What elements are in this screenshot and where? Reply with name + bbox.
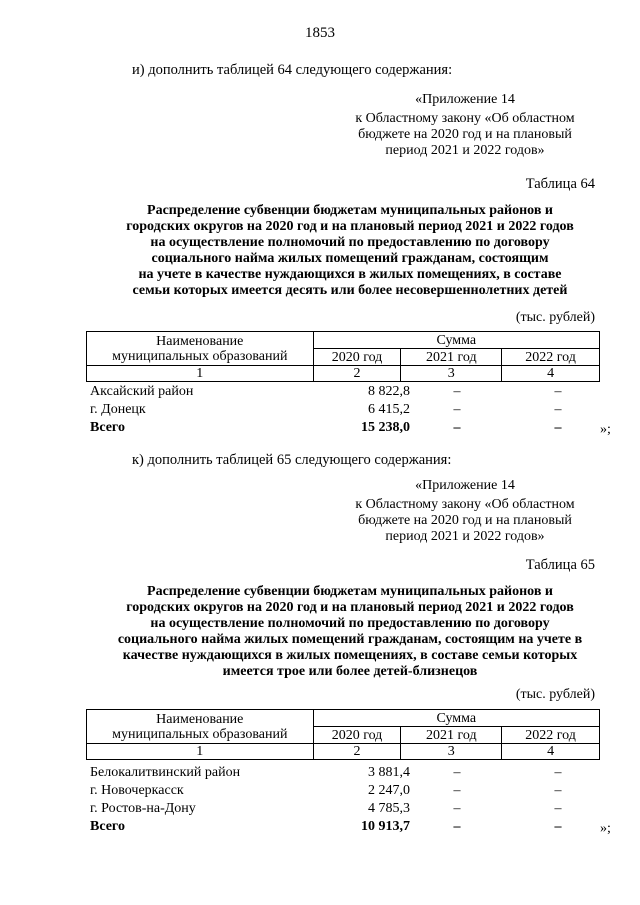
title-line: на осуществление полномочий по предоставлению по договору <box>150 616 550 631</box>
row-value-2021: – <box>453 783 461 798</box>
row-value-2020: 10 913,7 <box>361 819 410 834</box>
units-label-65: (тыс. рублей) <box>515 687 595 702</box>
row-value-2022: – <box>554 420 562 435</box>
column-number: 3 <box>401 744 502 760</box>
table-total-row <box>86 819 600 837</box>
appendix-line: бюджете на 2020 год и на плановый <box>358 127 572 142</box>
header-name-cell: Наименование муниципальных образований <box>87 710 314 744</box>
header-year-2021: 2021 год <box>401 349 502 366</box>
column-number: 1 <box>87 744 314 760</box>
row-value-2021: – <box>453 801 461 816</box>
row-value-2022: – <box>554 402 562 417</box>
header-year-2020: 2020 год <box>313 349 401 366</box>
appendix-line: «Приложение 14 <box>415 478 515 493</box>
row-value-2022: – <box>554 783 562 798</box>
closing-quote-65: »; <box>600 821 611 836</box>
row-value-2020: 4 785,3 <box>368 801 410 816</box>
appendix-line: «Приложение 14 <box>415 92 515 107</box>
page-number: 1853 <box>305 25 335 41</box>
table-body-64 <box>86 384 600 438</box>
title-line: Распределение субвенции бюджетам муниципальных районов и <box>147 584 553 599</box>
row-value-2021: – <box>453 420 461 435</box>
row-value-2020: 8 822,8 <box>368 384 410 399</box>
title-line: на осуществление полномочий по предоставлению по договору <box>150 235 550 250</box>
appendix-line: период 2021 и 2022 годов» <box>385 529 545 544</box>
row-value-2021: – <box>453 384 461 399</box>
column-number: 2 <box>313 366 401 382</box>
row-value-2020: 15 238,0 <box>361 420 410 435</box>
appendix-line: к Областному закону «Об областном <box>355 111 575 126</box>
row-value-2021: – <box>453 765 461 780</box>
header-sum-cell: Сумма <box>313 332 599 349</box>
amendment-intro-64: и) дополнить таблицей 64 следующего содержания: <box>132 62 453 78</box>
row-name: Всего <box>90 420 125 435</box>
table-row <box>86 801 600 819</box>
table-body-65 <box>86 765 600 837</box>
table-row <box>86 384 600 402</box>
row-name: г. Новочеркасск <box>90 783 184 798</box>
title-line: качестве нуждающихся в жилых помещениях, в составе семьи которых <box>122 648 578 663</box>
appendix-reference-65 <box>340 478 590 545</box>
table-row <box>86 402 600 420</box>
row-value-2021: – <box>453 819 461 834</box>
table-title-65 <box>90 584 610 680</box>
header-sum-cell: Сумма <box>313 710 599 727</box>
row-value-2020: 3 881,4 <box>368 765 410 780</box>
column-number: 1 <box>87 366 314 382</box>
table-row <box>86 783 600 801</box>
units-label-64: (тыс. рублей) <box>515 310 595 325</box>
title-line: городских округов на 2020 год и на плановый период 2021 и 2022 годов <box>126 600 574 615</box>
row-value-2022: – <box>554 801 562 816</box>
row-name: г. Донецк <box>90 402 146 417</box>
row-value-2020: 2 247,0 <box>368 783 410 798</box>
row-value-2022: – <box>554 765 562 780</box>
header-year-2020: 2020 год <box>313 727 401 744</box>
amendment-intro-65: к) дополнить таблицей 65 следующего содержания: <box>132 452 452 468</box>
row-name: Белокалитвинский район <box>90 765 241 780</box>
row-value-2021: – <box>453 402 461 417</box>
title-line: на учете в качестве нуждающихся в жилых помещениях, в составе <box>138 267 562 282</box>
header-year-2022: 2022 год <box>502 727 600 744</box>
appendix-line: бюджете на 2020 год и на плановый <box>358 513 572 528</box>
title-line: социального найма жилых помещений гражданам, состоящим <box>151 251 549 266</box>
appendix-line: период 2021 и 2022 годов» <box>385 143 545 158</box>
appendix-line: к Областному закону «Об областном <box>355 497 575 512</box>
row-value-2022: – <box>554 819 562 834</box>
row-value-2020: 6 415,2 <box>368 402 410 417</box>
table-total-row <box>86 420 600 438</box>
row-name: Аксайский район <box>90 384 194 399</box>
row-name: г. Ростов-на-Дону <box>90 801 196 816</box>
table-label-65: Таблица 65 <box>525 557 595 573</box>
column-number: 3 <box>401 366 502 382</box>
closing-quote-64: »; <box>600 422 611 437</box>
row-name: Всего <box>90 819 125 834</box>
title-line: семьи которых имеется десять или более несовершеннолетних детей <box>132 283 568 298</box>
title-line: городских округов на 2020 год и на плановый период 2021 и 2022 годов <box>126 219 574 234</box>
header-year-2021: 2021 год <box>401 727 502 744</box>
column-number: 4 <box>502 744 600 760</box>
table-header-65 <box>86 709 600 760</box>
appendix-reference-64 <box>340 92 590 159</box>
title-line: имеется трое или более детей-близнецов <box>222 664 478 679</box>
column-number: 2 <box>313 744 401 760</box>
table-title-64 <box>90 203 610 299</box>
table-header-64 <box>86 331 600 382</box>
column-number: 4 <box>502 366 600 382</box>
header-name-cell: Наименование муниципальных образований <box>87 332 314 366</box>
table-label-64: Таблица 64 <box>525 176 595 192</box>
table-row <box>86 765 600 783</box>
row-value-2022: – <box>554 384 562 399</box>
title-line: Распределение субвенции бюджетам муниципальных районов и <box>147 203 553 218</box>
header-year-2022: 2022 год <box>502 349 600 366</box>
title-line: социального найма жилых помещений гражданам, состоящим на учете в <box>117 632 583 647</box>
